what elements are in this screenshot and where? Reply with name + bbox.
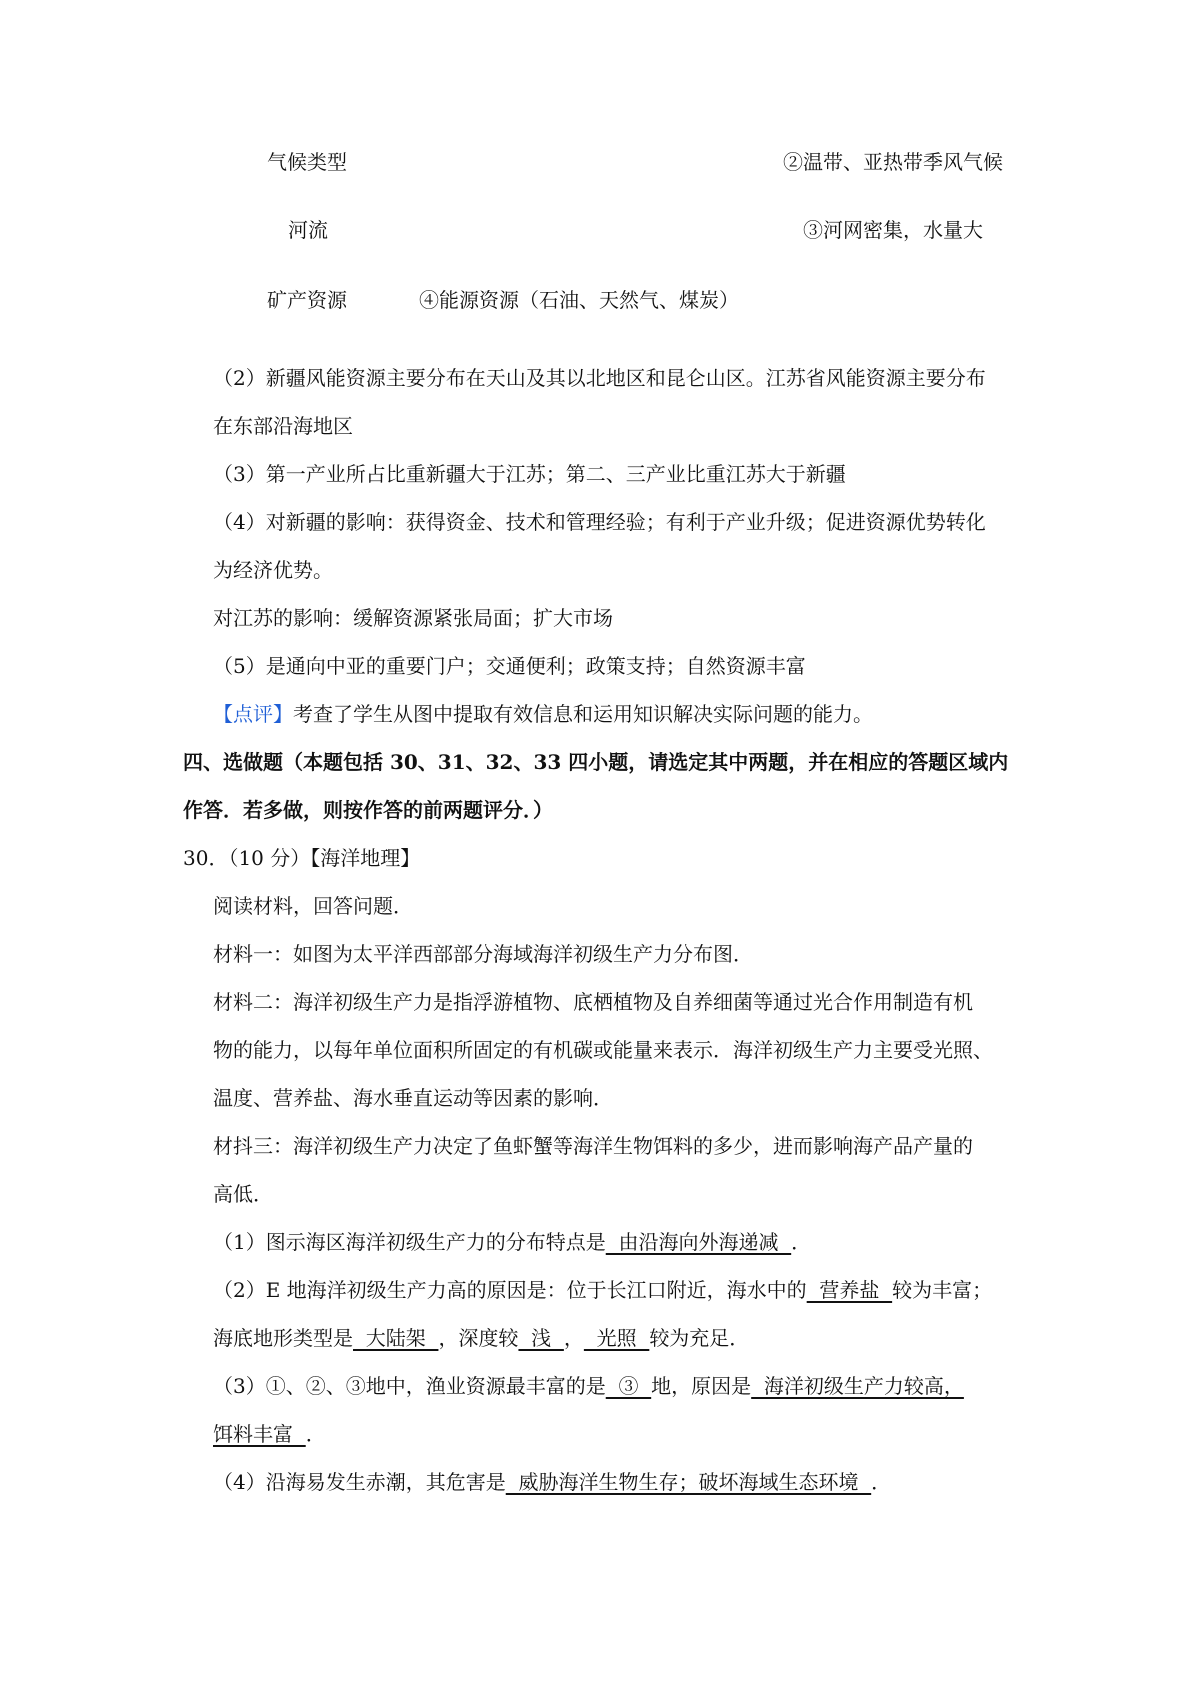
section-heading-line-1: 四、选做题（本题包括 30、31、32、33 四小题，请选定其中两题，并在相应的答题区域内	[183, 750, 1009, 774]
answer-blank: 营养盐	[806, 1278, 893, 1302]
question-30-header: 30．（10 分）【海洋地理】	[183, 846, 421, 870]
sub-question-2-text-4: ，深度较	[438, 1326, 519, 1350]
material-3-line-2: 高低．	[213, 1182, 273, 1206]
comment-tag: 【点评】	[213, 702, 293, 726]
sub-question-2-text-3: 海底地形类型是	[213, 1326, 353, 1350]
table-label-river: 河流	[288, 218, 328, 242]
sub-question-3-line-1	[213, 1372, 964, 1400]
sub-question-4	[213, 1468, 891, 1496]
sub-question-3-end: ．	[305, 1422, 326, 1446]
answer-blank: 由沿海向外海递减	[605, 1230, 792, 1254]
answer-blank: 浅	[518, 1326, 564, 1350]
material-2-line-2: 物的能力，以每年单位面积所固定的有机碳或能量来表示．海洋初级生产力主要受光照、	[213, 1038, 993, 1062]
table-label-climate: 气候类型	[267, 150, 347, 174]
sub-question-1	[213, 1228, 811, 1256]
answer-blank: 光照	[583, 1326, 650, 1350]
answer-2-line-1: （2）新疆风能资源主要分布在天山及其以北地区和昆仑山区。江苏省风能资源主要分布	[213, 366, 986, 390]
table-label-mineral: 矿产资源	[267, 288, 347, 312]
answer-4-line-3: 对江苏的影响：缓解资源紧张局面；扩大市场	[213, 606, 613, 630]
comment	[213, 700, 873, 728]
answer-3: （3）第一产业所占比重新疆大于江苏；第二、三产业比重江苏大于新疆	[213, 462, 846, 486]
table-value-mineral: ④能源资源（石油、天然气、煤炭）	[419, 288, 739, 312]
table-value-river: ③河网密集，水量大	[803, 218, 983, 242]
answer-4-line-2: 为经济优势。	[213, 558, 333, 582]
sub-question-2-line-2	[213, 1324, 749, 1352]
sub-question-4-text: （4）沿海易发生赤潮，其危害是	[213, 1470, 506, 1494]
sub-question-3-text: （3）①、②、③地中，渔业资源最丰富的是	[213, 1374, 606, 1398]
answer-2-line-2: 在东部沿海地区	[213, 414, 353, 438]
comment-text: 考查了学生从图中提取有效信息和运用知识解决实际问题的能力。	[293, 702, 873, 726]
sub-question-1-text: （1）图示海区海洋初级生产力的分布特点是	[213, 1230, 606, 1254]
answer-4-line-1: （4）对新疆的影响：获得资金、技术和管理经验；有利于产业升级；促进资源优势转化	[213, 510, 986, 534]
sub-question-3-text-2: 地，原因是	[651, 1374, 752, 1398]
sub-question-2-text-2: 较为丰富；	[892, 1278, 993, 1302]
sub-question-2-line-1	[213, 1276, 992, 1304]
material-2-line-1: 材料二：海洋初级生产力是指浮游植物、底栖植物及自养细菌等通过光合作用制造有机	[213, 990, 973, 1014]
material-1: 材料一：如图为太平洋西部部分海域海洋初级生产力分布图．	[213, 942, 753, 966]
sub-question-2-end: 较为充足．	[649, 1326, 750, 1350]
answer-blank: 大陆架	[353, 1326, 439, 1350]
question-intro: 阅读材料，回答问题．	[213, 894, 413, 918]
sub-question-4-end: ．	[871, 1470, 892, 1494]
answer-blank: 威胁海洋生物生存；破坏海域生态环境	[505, 1470, 872, 1494]
answer-blank: 海洋初级生产力较高，	[751, 1374, 964, 1398]
answer-blank: ③	[605, 1374, 652, 1398]
sub-question-2-text-5: ，	[563, 1326, 584, 1350]
answer-5: （5）是通向中亚的重要门户；交通便利；政策支持；自然资源丰富	[213, 654, 806, 678]
material-2-line-3: 温度、营养盐、海水垂直运动等因素的影响．	[213, 1086, 613, 1110]
sub-question-1-end: ．	[791, 1230, 812, 1254]
sub-question-2-text: （2）E 地海洋初级生产力高的原因是：位于长江口附近，海水中的	[213, 1278, 807, 1302]
material-3-line-1: 材抖三：海洋初级生产力决定了鱼虾蟹等海洋生物饵料的多少，进而影响海产品产量的	[213, 1134, 973, 1158]
table-value-climate: ②温带、亚热带季风气候	[783, 150, 1003, 174]
section-heading-line-2: 作答．若多做，则按作答的前两题评分．）	[183, 798, 553, 822]
answer-blank: 饵料丰富	[213, 1422, 306, 1446]
sub-question-3-line-2	[213, 1420, 326, 1448]
